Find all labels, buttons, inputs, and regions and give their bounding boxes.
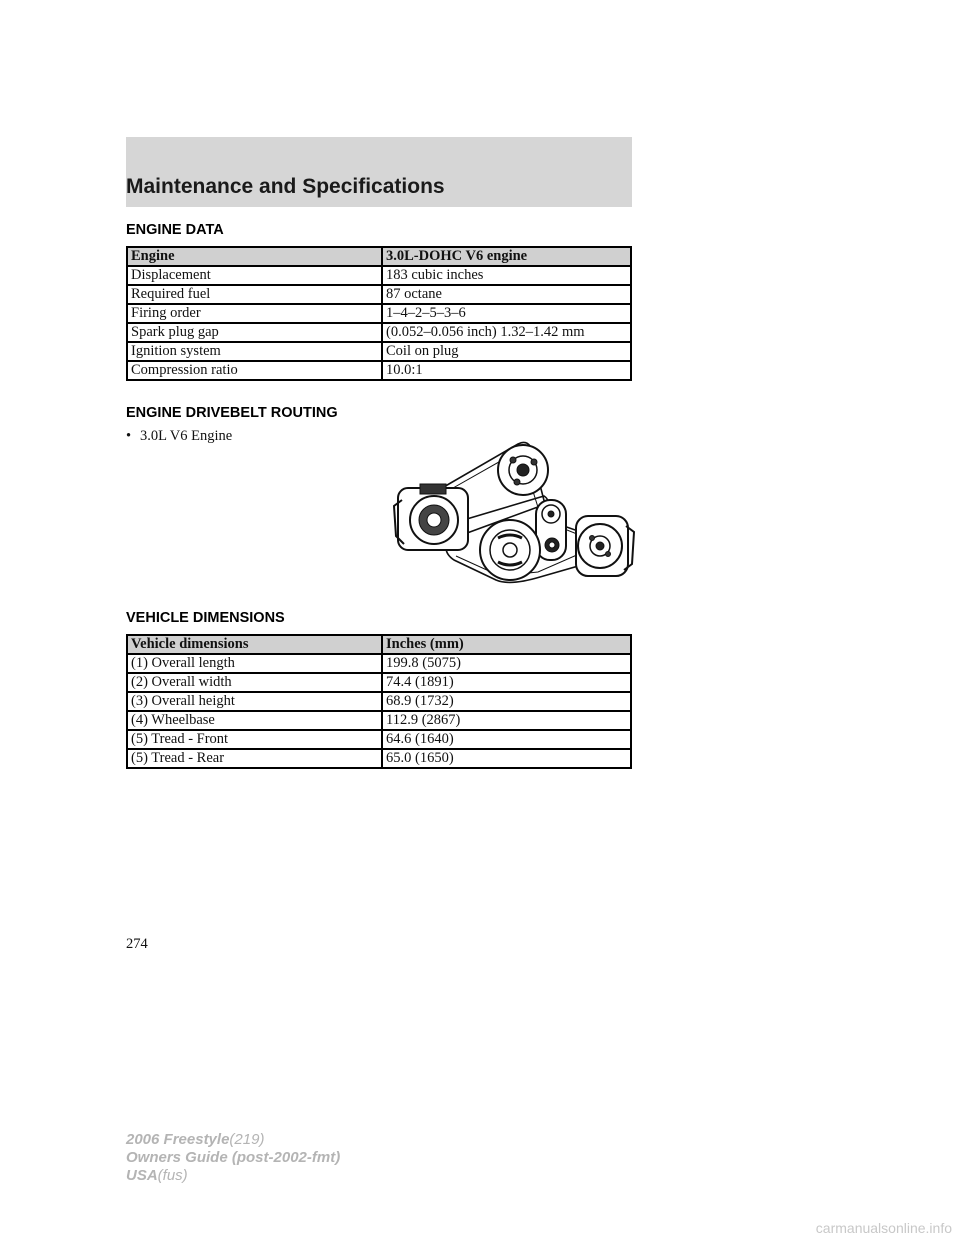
table-row [127, 711, 631, 730]
table-cell: 65.0 (1650) [382, 749, 631, 768]
table-cell: Displacement [127, 266, 382, 285]
column-header: Engine [127, 247, 382, 266]
table-row [127, 285, 631, 304]
table-cell: (2) Overall width [127, 673, 382, 692]
table-cell: (0.052–0.056 inch) 1.32–1.42 mm [382, 323, 631, 342]
footer-market: USA [126, 1167, 158, 1184]
drivebelt-heading: ENGINE DRIVEBELT ROUTING [126, 405, 338, 421]
table-cell: Required fuel [127, 285, 382, 304]
table-cell: 199.8 (5075) [382, 654, 631, 673]
page-number: 274 [126, 936, 148, 952]
water-pump-pulley [498, 445, 548, 495]
document-footer [126, 1131, 340, 1185]
table-cell: 183 cubic inches [382, 266, 631, 285]
table-cell: (5) Tread - Rear [127, 749, 382, 768]
footer-model-code: (219) [229, 1131, 265, 1148]
column-header: Vehicle dimensions [127, 635, 382, 654]
table-cell: (5) Tread - Front [127, 730, 382, 749]
drivebelt-routing-diagram [380, 440, 640, 590]
table-row [127, 361, 631, 380]
bullet: • [126, 428, 132, 444]
table-row [127, 730, 631, 749]
table-cell: Ignition system [127, 342, 382, 361]
table-header-row [127, 247, 631, 266]
engine-data-heading: ENGINE DATA [126, 222, 224, 238]
table-cell: Spark plug gap [127, 323, 382, 342]
table-row [127, 692, 631, 711]
table-cell: Coil on plug [382, 342, 631, 361]
ac-compressor-pulley [576, 516, 634, 576]
table-cell: 10.0:1 [382, 361, 631, 380]
vehicle-dimensions-heading: VEHICLE DIMENSIONS [126, 610, 285, 626]
crankshaft-pulley [480, 520, 540, 580]
table-cell: (3) Overall height [127, 692, 382, 711]
table-header-row [127, 635, 631, 654]
table-cell: 112.9 (2867) [382, 711, 631, 730]
table-cell: 68.9 (1732) [382, 692, 631, 711]
table-cell: (4) Wheelbase [127, 711, 382, 730]
alternator-pulley [394, 484, 468, 550]
footer-market-code: (fus) [157, 1167, 188, 1184]
list-item-label: 3.0L V6 Engine [140, 428, 233, 444]
table-row [127, 654, 631, 673]
column-header: 3.0L-DOHC V6 engine [382, 247, 631, 266]
column-header: Inches (mm) [382, 635, 631, 654]
watermark: carmanualsonline.info [815, 1220, 952, 1236]
footer-model: 2006 Freestyle [126, 1131, 230, 1148]
table-cell: (1) Overall length [127, 654, 382, 673]
table-row [127, 342, 631, 361]
table-row [127, 304, 631, 323]
table-cell: 64.6 (1640) [382, 730, 631, 749]
engine-data-table [126, 246, 632, 381]
table-row [127, 673, 631, 692]
page-title: Maintenance and Specifications [126, 175, 445, 198]
table-cell: Firing order [127, 304, 382, 323]
footer-guide: Owners Guide (post-2002-fmt) [126, 1149, 341, 1166]
table-row [127, 266, 631, 285]
table-cell: 1–4–2–5–3–6 [382, 304, 631, 323]
vehicle-dimensions-table [126, 634, 632, 769]
list-item [126, 428, 232, 445]
table-row [127, 749, 631, 768]
table-cell: 74.4 (1891) [382, 673, 631, 692]
table-cell: Compression ratio [127, 361, 382, 380]
table-cell: 87 octane [382, 285, 631, 304]
table-row [127, 323, 631, 342]
